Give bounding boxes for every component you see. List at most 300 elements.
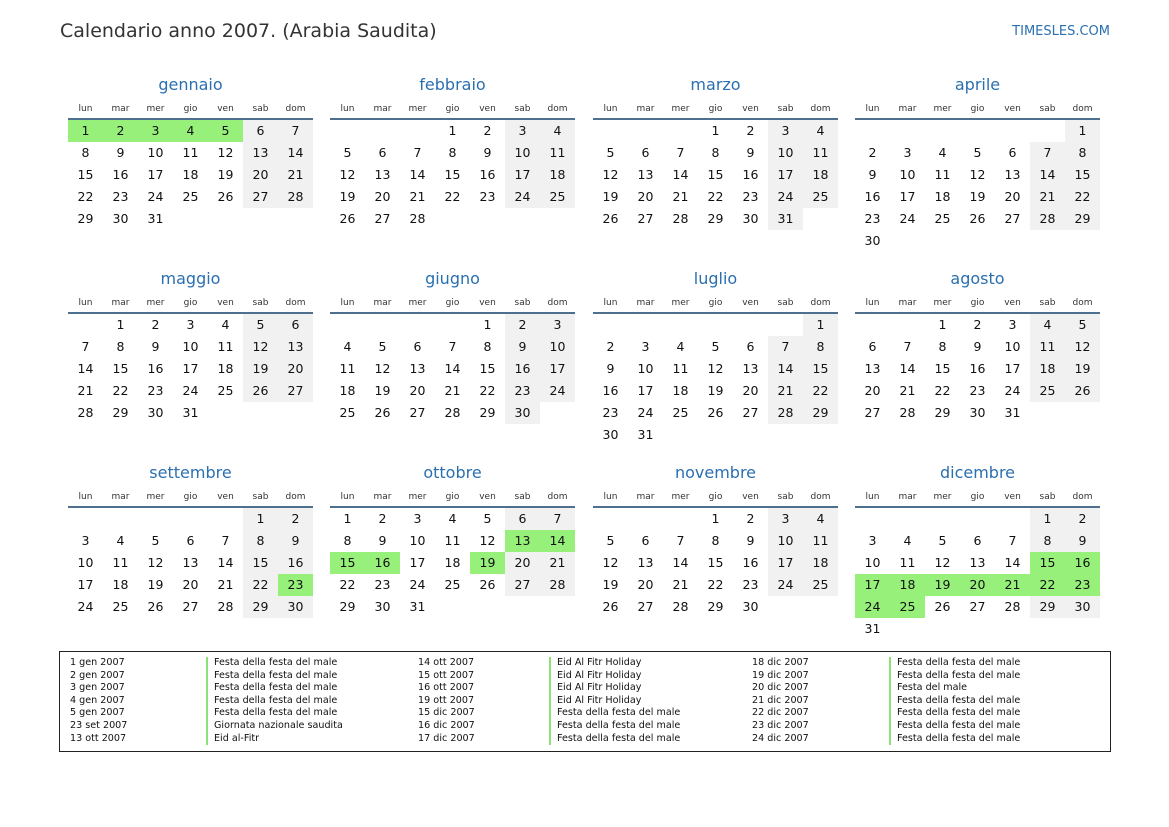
weekday-label: mar (898, 492, 917, 502)
day-cell: 5 (938, 533, 947, 548)
day-cell: 18 (182, 167, 199, 182)
day-cell: 6 (868, 339, 877, 354)
day-cell: 17 (182, 361, 199, 376)
day-cell: 19 (602, 189, 619, 204)
day-cell: 14 (77, 361, 94, 376)
day-cell: 18 (217, 361, 234, 376)
day-cell-holiday: 24 (855, 596, 890, 618)
day-cell-holiday: 18 (890, 574, 925, 596)
day-cell: 24 (182, 383, 199, 398)
day-cell: 26 (1065, 380, 1100, 402)
day-cell: 11 (803, 530, 838, 552)
day-cell: 16 (969, 361, 986, 376)
day-cell: 7 (448, 339, 457, 354)
weekday-header (593, 492, 838, 504)
day-cell: 18 (803, 552, 838, 574)
day-cell: 27 (243, 186, 278, 208)
day-cell: 28 (540, 574, 575, 596)
day-cell: 6 (278, 314, 313, 336)
day-cell: 26 (602, 211, 619, 226)
day-cell: 25 (803, 186, 838, 208)
weekday-label: gio (183, 492, 198, 502)
day-cell: 29 (1030, 596, 1065, 618)
day-cell-holiday: 4 (173, 120, 208, 142)
weekday-label: dom (810, 492, 831, 502)
weekday-label: mer (408, 104, 427, 114)
day-cell: 1 (711, 511, 720, 526)
day-cell: 24 (768, 574, 803, 596)
weekday-label: mar (636, 492, 655, 502)
day-cell: 21 (77, 383, 94, 398)
day-cell: 27 (864, 405, 881, 420)
holiday-date: 20 dic 2007 (752, 682, 809, 694)
day-cell: 27 (278, 380, 313, 402)
day-cell: 9 (973, 339, 982, 354)
month-title: giugno (425, 269, 480, 288)
holiday-date: 15 dic 2007 (418, 707, 475, 719)
day-cell: 21 (899, 383, 916, 398)
day-cell: 7 (278, 120, 313, 142)
day-cell: 22 (77, 189, 94, 204)
day-cell: 20 (243, 164, 278, 186)
day-cell: 24 (77, 599, 94, 614)
day-cell: 20 (864, 383, 881, 398)
weekday-label: mer (146, 104, 165, 114)
day-cell: 29 (243, 596, 278, 618)
weekday-label: mer (933, 492, 952, 502)
month-title: marzo (690, 75, 741, 94)
day-cell: 8 (1065, 142, 1100, 164)
holiday-name: Festa della festa del male (549, 707, 680, 720)
day-cell: 12 (374, 361, 391, 376)
day-cell: 15 (803, 358, 838, 380)
day-cell-holiday: 5 (208, 120, 243, 142)
day-cell: 23 (112, 189, 129, 204)
day-cell: 31 (147, 211, 164, 226)
weekday-label: sab (777, 492, 794, 502)
day-cell: 27 (374, 211, 391, 226)
weekday-label: dom (1072, 104, 1093, 114)
day-cell: 4 (803, 120, 838, 142)
day-cell: 15 (707, 167, 724, 182)
day-cell: 12 (217, 145, 234, 160)
day-cell: 24 (899, 211, 916, 226)
day-cell: 24 (768, 186, 803, 208)
day-cell: 5 (973, 145, 982, 160)
day-cell: 8 (711, 145, 720, 160)
day-cell: 12 (602, 555, 619, 570)
weekday-label: ven (1004, 104, 1021, 114)
day-cell: 4 (343, 339, 352, 354)
day-cell-holiday: 2 (103, 120, 138, 142)
day-cell: 13 (278, 336, 313, 358)
day-cell: 25 (803, 574, 838, 596)
day-cell: 5 (151, 533, 160, 548)
day-cell: 30 (969, 405, 986, 420)
month-aprile (855, 75, 1100, 255)
weekday-label: dom (285, 298, 306, 308)
day-cell: 29 (112, 405, 129, 420)
day-cell: 11 (803, 142, 838, 164)
month-title: agosto (950, 269, 1005, 288)
day-cell: 4 (1030, 314, 1065, 336)
day-cell: 25 (217, 383, 234, 398)
day-cell: 13 (969, 555, 986, 570)
day-cell: 30 (1065, 596, 1100, 618)
day-cell: 14 (1030, 164, 1065, 186)
day-cell: 8 (243, 530, 278, 552)
holiday-date: 5 gen 2007 (70, 707, 125, 719)
day-cell: 12 (707, 361, 724, 376)
weekday-label: dom (1072, 492, 1093, 502)
day-cell: 8 (711, 533, 720, 548)
day-cell: 2 (483, 123, 492, 138)
day-cell: 26 (339, 211, 356, 226)
day-cell: 4 (803, 508, 838, 530)
holiday-name: Festa della festa del male (889, 733, 1020, 746)
day-cell: 19 (217, 167, 234, 182)
weekday-label: mar (111, 104, 130, 114)
month-title: maggio (160, 269, 221, 288)
page-title: Calendario anno 2007. (Arabia Saudita) (60, 20, 437, 42)
day-cell: 15 (707, 555, 724, 570)
day-cell: 27 (505, 574, 540, 596)
weekday-label: mar (111, 298, 130, 308)
weekday-label: mar (373, 298, 392, 308)
month-agosto (855, 269, 1100, 449)
day-cell: 9 (151, 339, 160, 354)
weekday-label: gio (970, 492, 985, 502)
day-cell: 18 (803, 164, 838, 186)
weekday-label: dom (1072, 298, 1093, 308)
day-cell: 10 (864, 555, 881, 570)
day-cell: 7 (81, 339, 90, 354)
month-title: luglio (693, 269, 738, 288)
weekday-label: sab (514, 492, 531, 502)
day-cell: 17 (768, 552, 803, 574)
month-gennaio (68, 75, 313, 255)
day-cell: 8 (938, 339, 947, 354)
day-cell: 7 (221, 533, 230, 548)
month-title: aprile (954, 75, 1001, 94)
site-link[interactable]: TIMESLES.COM (1012, 24, 1110, 39)
day-cell: 10 (768, 142, 803, 164)
day-cell: 22 (479, 383, 496, 398)
day-cell: 9 (746, 145, 755, 160)
day-cell: 6 (746, 339, 755, 354)
day-cell: 28 (278, 186, 313, 208)
day-cell: 3 (641, 339, 650, 354)
holiday-date: 3 gen 2007 (70, 682, 125, 694)
day-cell: 9 (378, 533, 387, 548)
holiday-date: 19 dic 2007 (752, 669, 809, 681)
day-cell: 16 (147, 361, 164, 376)
day-cell: 22 (1065, 186, 1100, 208)
day-cell-holiday: 19 (470, 552, 505, 574)
day-cell: 30 (505, 402, 540, 424)
weekday-label: lun (865, 104, 880, 114)
day-cell: 11 (540, 142, 575, 164)
day-cell: 2 (378, 511, 387, 526)
day-cell: 31 (1004, 405, 1021, 420)
day-cell: 14 (768, 358, 803, 380)
weekday-label: gio (708, 298, 723, 308)
day-cell: 7 (676, 145, 685, 160)
holiday-date-column (418, 657, 475, 745)
day-cell: 1 (803, 314, 838, 336)
day-cell: 10 (147, 145, 164, 160)
day-cell: 11 (899, 555, 916, 570)
day-cell: 10 (768, 530, 803, 552)
day-cell-holiday: 21 (995, 574, 1030, 596)
day-cell: 16 (602, 383, 619, 398)
day-cell: 17 (1004, 361, 1021, 376)
day-cell-holiday: 1 (68, 120, 103, 142)
weekday-label: mer (408, 492, 427, 502)
weekday-label: lun (78, 492, 93, 502)
day-cell: 15 (444, 167, 461, 182)
day-cell: 13 (182, 555, 199, 570)
day-cell: 23 (742, 189, 759, 204)
day-cell: 29 (803, 402, 838, 424)
day-cell: 19 (374, 383, 391, 398)
holiday-date: 23 set 2007 (70, 719, 128, 731)
month-ottobre (330, 463, 575, 643)
weekday-header (68, 298, 313, 310)
day-cell: 6 (641, 533, 650, 548)
day-cell: 20 (409, 383, 426, 398)
weekday-label: mer (408, 298, 427, 308)
day-cell: 29 (1065, 208, 1100, 230)
day-cell: 5 (1065, 314, 1100, 336)
holiday-name: Eid al-Fitr (206, 733, 343, 746)
day-cell: 24 (409, 577, 426, 592)
day-cell: 25 (339, 405, 356, 420)
day-cell: 11 (339, 361, 356, 376)
day-cell: 11 (217, 339, 234, 354)
holiday-name: Festa del male (889, 682, 1020, 695)
day-cell: 10 (77, 555, 94, 570)
day-cell: 12 (934, 555, 951, 570)
day-cell: 3 (186, 317, 195, 332)
day-cell: 2 (606, 339, 615, 354)
weekday-label: ven (742, 492, 759, 502)
day-cell: 23 (374, 577, 391, 592)
day-cell: 25 (112, 599, 129, 614)
day-cell: 4 (448, 511, 457, 526)
weekday-label: dom (285, 104, 306, 114)
day-cell: 18 (1030, 358, 1065, 380)
day-cell: 22 (934, 383, 951, 398)
day-cell-holiday: 15 (1030, 552, 1065, 574)
day-cell: 13 (409, 361, 426, 376)
weekday-label: dom (547, 298, 568, 308)
holiday-name: Eid Al Fitr Holiday (549, 682, 680, 695)
day-cell: 22 (707, 189, 724, 204)
day-cell: 26 (374, 405, 391, 420)
day-cell: 3 (413, 511, 422, 526)
month-title: dicembre (939, 463, 1016, 482)
day-cell: 24 (637, 405, 654, 420)
holiday-name: Festa della festa del male (889, 657, 1020, 670)
day-cell: 10 (899, 167, 916, 182)
day-cell: 2 (278, 508, 313, 530)
holiday-name: Festa della festa del male (889, 695, 1020, 708)
weekday-label: ven (479, 104, 496, 114)
weekday-label: lun (78, 104, 93, 114)
day-cell: 22 (243, 574, 278, 596)
day-cell: 15 (112, 361, 129, 376)
day-cell: 8 (448, 145, 457, 160)
weekday-label: ven (217, 492, 234, 502)
holiday-date: 15 ott 2007 (418, 669, 475, 681)
holiday-name: Festa della festa del male (549, 733, 680, 746)
weekday-header (855, 104, 1100, 116)
weekday-header (855, 298, 1100, 310)
day-cell: 3 (505, 120, 540, 142)
day-cell: 16 (742, 555, 759, 570)
day-cell-holiday: 15 (330, 552, 365, 574)
day-cell: 16 (479, 167, 496, 182)
day-cell: 15 (1065, 164, 1100, 186)
holiday-name-column (206, 657, 343, 745)
day-cell: 27 (637, 599, 654, 614)
holiday-name: Giornata nazionale saudita (206, 720, 343, 733)
day-cell: 21 (278, 164, 313, 186)
month-title: febbraio (419, 75, 486, 94)
weekday-label: lun (603, 492, 618, 502)
day-cell: 8 (81, 145, 90, 160)
weekday-label: mar (898, 104, 917, 114)
weekday-label: sab (1039, 492, 1056, 502)
day-cell: 6 (378, 145, 387, 160)
weekday-label: mar (373, 492, 392, 502)
day-cell: 19 (707, 383, 724, 398)
day-cell: 21 (444, 383, 461, 398)
day-cell: 26 (147, 599, 164, 614)
weekday-label: gio (445, 104, 460, 114)
day-cell: 21 (540, 552, 575, 574)
weekday-label: lun (603, 298, 618, 308)
day-cell: 9 (746, 533, 755, 548)
day-cell: 27 (969, 599, 986, 614)
day-cell: 11 (672, 361, 689, 376)
day-cell: 4 (938, 145, 947, 160)
day-cell: 23 (147, 383, 164, 398)
day-cell: 31 (864, 621, 881, 636)
day-cell: 5 (343, 145, 352, 160)
weekday-label: gio (970, 298, 985, 308)
day-cell: 16 (742, 167, 759, 182)
day-cell: 23 (479, 189, 496, 204)
day-cell: 24 (505, 186, 540, 208)
weekday-label: lun (340, 492, 355, 502)
day-cell: 1 (116, 317, 125, 332)
day-cell: 21 (217, 577, 234, 592)
day-cell: 22 (112, 383, 129, 398)
weekday-label: sab (252, 298, 269, 308)
day-cell: 31 (182, 405, 199, 420)
day-cell: 17 (409, 555, 426, 570)
day-cell: 7 (540, 508, 575, 530)
day-cell: 30 (147, 405, 164, 420)
weekday-label: sab (252, 104, 269, 114)
day-cell: 16 (864, 189, 881, 204)
day-cell: 27 (1004, 211, 1021, 226)
day-cell: 28 (1004, 599, 1021, 614)
day-cell: 25 (1030, 380, 1065, 402)
weekday-label: gio (445, 492, 460, 502)
day-cell: 29 (934, 405, 951, 420)
day-cell: 14 (444, 361, 461, 376)
day-cell: 12 (147, 555, 164, 570)
weekday-label: sab (777, 298, 794, 308)
day-cell: 28 (217, 599, 234, 614)
day-cell: 30 (864, 233, 881, 248)
day-cell: 18 (672, 383, 689, 398)
weekday-label: dom (810, 104, 831, 114)
day-cell: 21 (672, 189, 689, 204)
header-rule (593, 312, 838, 314)
day-cell: 28 (1030, 208, 1065, 230)
holiday-date: 4 gen 2007 (70, 694, 125, 706)
day-cell: 30 (374, 599, 391, 614)
holiday-name-column (889, 657, 1020, 745)
day-cell: 18 (540, 164, 575, 186)
day-cell: 16 (505, 358, 540, 380)
day-cell: 14 (899, 361, 916, 376)
day-cell: 26 (479, 577, 496, 592)
holiday-name: Festa della festa del male (206, 682, 343, 695)
day-cell: 5 (243, 314, 278, 336)
day-cell: 2 (746, 511, 755, 526)
day-cell: 18 (934, 189, 951, 204)
day-cell: 19 (339, 189, 356, 204)
day-cell: 9 (505, 336, 540, 358)
day-cell: 24 (540, 380, 575, 402)
day-cell: 8 (483, 339, 492, 354)
weekday-label: ven (217, 104, 234, 114)
day-cell: 14 (278, 142, 313, 164)
day-cell: 9 (868, 167, 877, 182)
day-cell: 13 (637, 167, 654, 182)
day-cell: 3 (540, 314, 575, 336)
day-cell: 30 (742, 211, 759, 226)
day-cell: 10 (637, 361, 654, 376)
day-cell: 17 (505, 164, 540, 186)
month-luglio (593, 269, 838, 449)
holiday-name-column (549, 657, 680, 745)
holiday-name: Eid Al Fitr Holiday (549, 695, 680, 708)
day-cell: 17 (899, 189, 916, 204)
day-cell: 2 (746, 123, 755, 138)
day-cell: 17 (147, 167, 164, 182)
day-cell: 10 (540, 336, 575, 358)
month-title: gennaio (158, 75, 223, 94)
day-cell: 6 (973, 533, 982, 548)
weekday-header (68, 104, 313, 116)
day-cell: 29 (479, 405, 496, 420)
day-cell: 11 (182, 145, 199, 160)
day-cell: 9 (1065, 530, 1100, 552)
day-cell: 9 (116, 145, 125, 160)
holiday-date-column (70, 657, 127, 745)
weekday-label: mar (636, 104, 655, 114)
day-cell: 23 (969, 383, 986, 398)
holiday-name: Festa della festa del male (889, 707, 1020, 720)
day-cell: 11 (112, 555, 129, 570)
day-cell: 10 (1004, 339, 1021, 354)
